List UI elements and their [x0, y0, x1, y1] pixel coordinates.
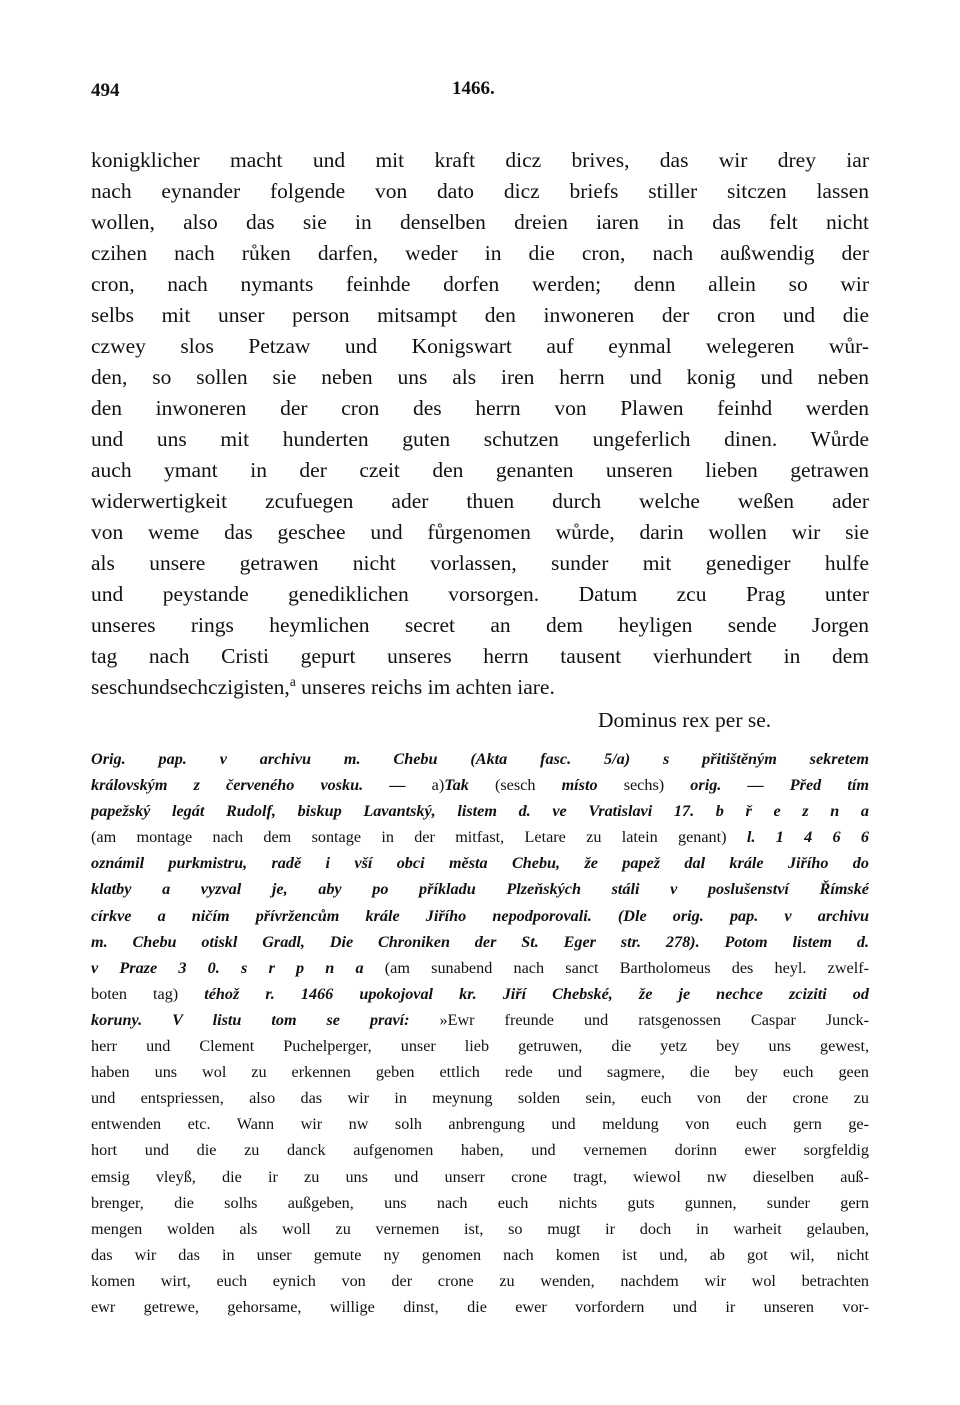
main-text-line: selbs mit unser person mitsampt den inwoneren der cron und die: [91, 303, 869, 327]
note-roman-run: (am montage nach dem sontage in der mitfast, Letare zu latein genant): [91, 828, 747, 847]
note-italic-run: Tak: [444, 776, 495, 795]
main-text-line: konigklicher macht und mit kraft dicz brives, das wir drey iar: [91, 148, 869, 172]
main-text-line: cron, nach nymants feinhde dorfen werden; denn allein so wir: [91, 272, 869, 296]
main-text-line: und peystande genediklichen vorsorgen. Datum zcu Prag unter: [91, 582, 869, 606]
note-roman-run: brenger, die solhs außgeben, uns nach euch nichts guts gunnen, sunder gern: [91, 1193, 869, 1212]
note-line: [91, 798, 869, 824]
note-italic-run: klatby a vyzval je, aby po příkladu Plzeňských stáli v poslušenství Římské: [91, 880, 869, 899]
main-text-line: den inwoneren der cron des herrn von Plawen feinhd werden: [91, 396, 869, 420]
note-roman-run: herr und Clement Puchelperger, unser lieb getruwen, die yetz bey uns gewest,: [91, 1037, 869, 1056]
note-line: [91, 1059, 869, 1085]
note-italic-run: královským z červeného vosku. —: [91, 776, 432, 795]
note-italic-run: l. 1 4 6 6: [746, 828, 869, 847]
note-line: [91, 929, 869, 955]
note-line: [91, 1164, 869, 1190]
note-line: [91, 1137, 869, 1163]
main-text-line: czwey slos Petzaw und Konigswart auf eynmal welegeren wůr-: [91, 334, 869, 358]
note-line: [91, 876, 869, 902]
note-line: [91, 1033, 869, 1059]
note-roman-run: emsig vleyß, die ir zu uns und unserr crone tragt, wiewol nw dieselben auß-: [91, 1167, 869, 1186]
note-line: [91, 1268, 869, 1294]
note-roman-run: und entspriessen, also das wir in meynung solden sein, euch von der crone zu: [91, 1089, 869, 1108]
note-italic-run: orig. — Před tím: [690, 776, 869, 795]
note-line: [91, 1216, 869, 1242]
note-roman-run: ewr getrewe, gehorsame, willige dinst, die ewer vorfordern und ir unseren vor-: [91, 1297, 869, 1316]
note-roman-run: (sesch: [494, 776, 562, 795]
note-roman-run: entwenden etc. Wann wir nw solh anbrengung und meldung von euch gern ge-: [91, 1115, 869, 1134]
main-text-line: den, so sollen sie neben uns als iren herrn und konig und neben: [91, 365, 869, 389]
note-roman-run: mengen wolden als woll zu vernemen ist, so mugt ir doch in warheit gelauben,: [91, 1219, 869, 1238]
main-text-line: widerwertigkeit zcufuegen ader thuen durch welche weßen ader: [91, 489, 869, 513]
note-line: [91, 955, 869, 981]
main-text-line-part: seschundsechczigisten,: [91, 675, 290, 699]
note-italic-run: téhož r. 1466 upokojoval kr. Jiří Chebské, že je nechce zciziti od: [204, 984, 869, 1003]
note-line: [91, 1007, 869, 1033]
note-roman-run: das wir das in unser gemute ny genomen nach komen ist und, ab got wil, nicht: [91, 1245, 869, 1264]
main-text-line: wollen, also das sie in denselben dreien iaren in das felt nicht: [91, 210, 869, 234]
note-italic-run: v Praze 3 0. s r p n a: [91, 958, 385, 977]
note-roman-run: (am sunabend nach sanct Bartholomeus des heyl. zwelf-: [384, 958, 869, 977]
footnote-marker: a: [289, 673, 296, 689]
main-text-line: tag nach Cristi gepurt unseres herrn tausent vierhundert in dem: [91, 644, 869, 668]
note-line: [91, 772, 869, 798]
main-text-line: unseres rings heymlichen secret an dem heyligen sende Jorgen: [91, 613, 869, 637]
note-italic-run: koruny. V listu tom se praví:: [91, 1010, 440, 1029]
note-italic-run: oznámil purkmistru, radě i vší obci města Chebu, že papež dal krále Jiřího do: [91, 854, 869, 873]
main-text-last-line: [91, 672, 869, 703]
note-line: [91, 1190, 869, 1216]
note-line: [91, 1242, 869, 1268]
note-line: [91, 824, 869, 850]
main-text-line-part: unseres reichs im achten iare.: [301, 675, 555, 699]
main-text-line: nach eynander folgende von dato dicz briefs stiller sitczen lassen: [91, 179, 869, 203]
note-roman-run: komen wirt, euch eynich von der crone zu wenden, nachdem wir wol betrachten: [91, 1271, 869, 1290]
main-text: [91, 145, 869, 703]
note-line: [91, 903, 869, 929]
note-roman-run: hort und die zu danck aufgenomen haben, und vernemen dorinn ewer sorgfeldig: [91, 1141, 869, 1160]
note-roman-run: »Ewr freunde und ratsgenossen Caspar Junck-: [439, 1010, 869, 1029]
note-line: [91, 981, 869, 1007]
main-text-line: czihen nach růken darfen, weder in die cron, nach außwendig der: [91, 241, 869, 265]
note-italic-run: papežský legát Rudolf, biskup Lavantský, listem d. ve Vratislavi 17. b ř e z n a: [91, 802, 869, 821]
note-line: [91, 746, 869, 772]
editorial-notes: [91, 746, 869, 1320]
note-line: [91, 850, 869, 876]
note-roman-run: a): [431, 776, 445, 795]
note-roman-run: haben uns wol zu erkennen geben ettlich rede und sagmere, die bey euch geen: [91, 1063, 869, 1082]
note-italic-run: Orig. pap. v archivu m. Chebu (Akta fasc. 5/a) s přitištěným sekretem: [91, 750, 869, 768]
page-number: 494: [91, 80, 120, 101]
note-line: [91, 1085, 869, 1111]
note-italic-run: m. Chebu otiskl Gradl, Die Chroniken der St. Eger str. 278). Potom listem d.: [91, 932, 869, 951]
main-text-line: von weme das geschee und fůrgenomen wůrde, darin wollen wir sie: [91, 520, 869, 544]
note-roman-run: sechs): [623, 776, 691, 795]
note-line: [91, 1111, 869, 1137]
note-roman-run: boten tag): [91, 984, 205, 1003]
main-text-line: auch ymant in der czeit den genanten unseren lieben getrawen: [91, 458, 869, 482]
note-italic-run: církve a ničím přívržencům krále Jiřího nepodporovali. (Dle orig. pap. v archivu: [91, 906, 869, 925]
signature-line: Dominus rex per se.: [598, 708, 772, 732]
main-text-line: als unsere getrawen nicht vorlassen, sunder mit genediger hulfe: [91, 551, 869, 575]
note-line: [91, 1294, 869, 1320]
running-head-year: 1466.: [452, 78, 495, 99]
note-italic-run: místo: [561, 776, 624, 795]
main-text-line: und uns mit hunderten guten schutzen ungeferlich dinen. Wůrde: [91, 427, 869, 451]
